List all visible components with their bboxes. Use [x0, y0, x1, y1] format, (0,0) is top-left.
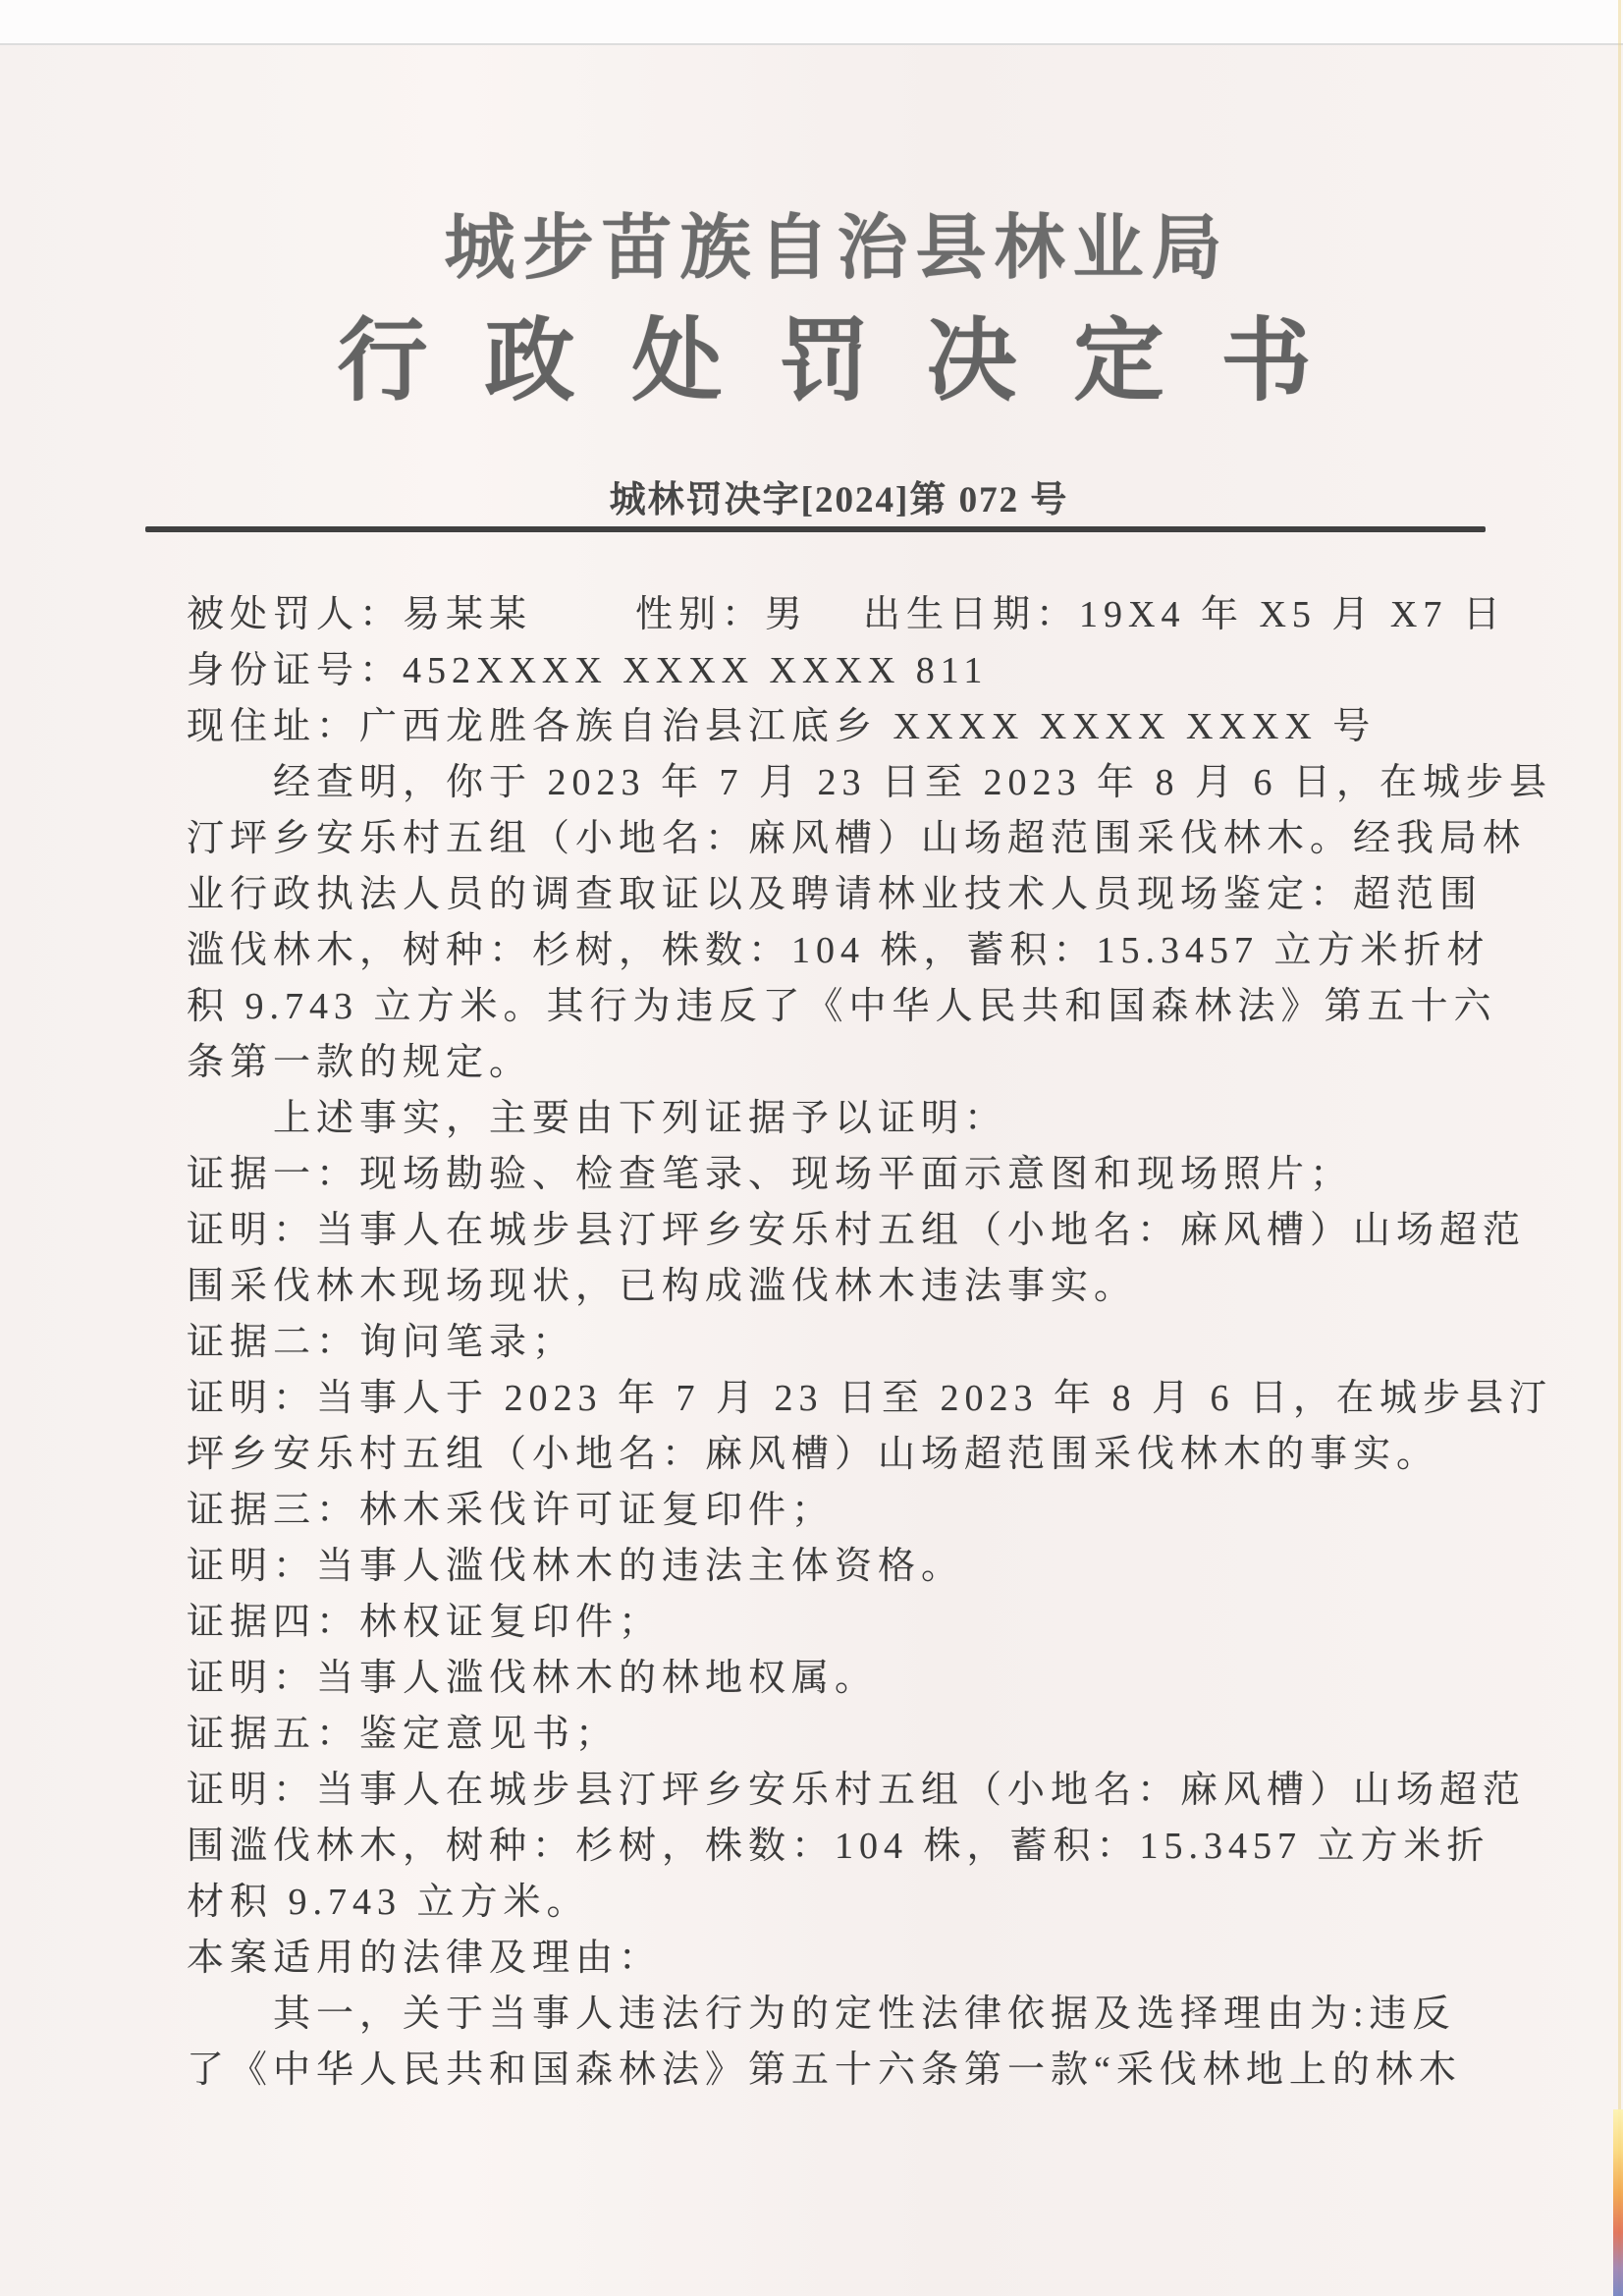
- recipient-name: 被处罚人：易某某: [187, 594, 533, 635]
- recipient-gender: 性别：男: [635, 594, 809, 635]
- address-line: 现住址：广西龙胜各族自治县江底乡 XXXX XXXX XXXX 号: [187, 706, 1377, 747]
- body-line: 了《中华人民共和国森林法》第五十六条第一款“采伐林地上的林木: [187, 2050, 1462, 2091]
- body-line: 证据五：鉴定意见书；: [187, 1714, 620, 1755]
- body-line: 证据一：现场勘验、检查笔录、现场平面示意图和现场照片；: [187, 1154, 1354, 1195]
- body-line: 证明：当事人在城步县汀坪乡安乐村五组（小地名：麻风槽）山场超范: [187, 1770, 1527, 1811]
- doc-title: 行政处罚决定书: [337, 311, 1369, 411]
- recipient-birthdate: 出生日期：19X4 年 X5 月 X7 日: [863, 594, 1506, 635]
- body-line: 条第一款的规定。: [187, 1042, 533, 1083]
- body-line: 经查明，你于 2023 年 7 月 23 日至 2023 年 8 月 6 日，在城步县: [273, 762, 1553, 803]
- body-line: 证明：当事人滥伐林木的违法主体资格。: [187, 1546, 965, 1587]
- title-divider: [145, 526, 1486, 532]
- scan-rainbow-artifact: [1613, 2109, 1623, 2296]
- id-number-line: 身份证号：452XXXX XXXX XXXX 811: [187, 650, 989, 691]
- recipient-line: [187, 587, 1506, 643]
- paper-top-edge: [0, 0, 1623, 45]
- agency-title: 城步苗族自治县林业局: [444, 209, 1230, 288]
- body-line: 坪乡安乐村五组（小地名：麻风槽）山场超范围采伐林木的事实。: [187, 1434, 1440, 1475]
- body-line: 业行政执法人员的调查取证以及聘请林业技术人员现场鉴定：超范围: [187, 874, 1484, 915]
- body-line: 证据三：林木采伐许可证复印件；: [187, 1490, 836, 1531]
- body-line: 证明：当事人在城步县汀坪乡安乐村五组（小地名：麻风槽）山场超范: [187, 1210, 1527, 1251]
- doc-number: 城林罚决字[2024]第 072 号: [609, 480, 1069, 520]
- body-line: 上述事实，主要由下列证据予以证明：: [273, 1098, 1008, 1139]
- body-line: 证明：当事人于 2023 年 7 月 23 日至 2023 年 8 月 6 日，在城步县汀: [187, 1378, 1553, 1419]
- body-line: 汀坪乡安乐村五组（小地名：麻风槽）山场超范围采伐林木。经我局林: [187, 818, 1527, 859]
- body-line: 围滥伐林木，树种：杉树，株数：104 株，蓄积：15.3457 立方米折: [187, 1826, 1490, 1867]
- body-line: 滥伐林木，树种：杉树，株数：104 株，蓄积：15.3457 立方米折材: [187, 930, 1490, 971]
- body-line: 围采伐林木现场现状，已构成滥伐林木违法事实。: [187, 1266, 1138, 1307]
- body-line: 材积 9.743 立方米。: [187, 1882, 590, 1923]
- document-body: [187, 587, 1553, 2099]
- body-line: 证据二：询问笔录；: [187, 1322, 576, 1363]
- body-line: 证据四：林权证复印件；: [187, 1602, 663, 1643]
- body-line: 本案适用的法律及理由：: [187, 1938, 663, 1979]
- body-line: 积 9.743 立方米。其行为违反了《中华人民共和国森林法》第五十六: [187, 986, 1497, 1027]
- body-line: 证明：当事人滥伐林木的林地权属。: [187, 1658, 879, 1699]
- body-line: 其一，关于当事人违法行为的定性法律依据及选择理由为:违反: [273, 1994, 1456, 2035]
